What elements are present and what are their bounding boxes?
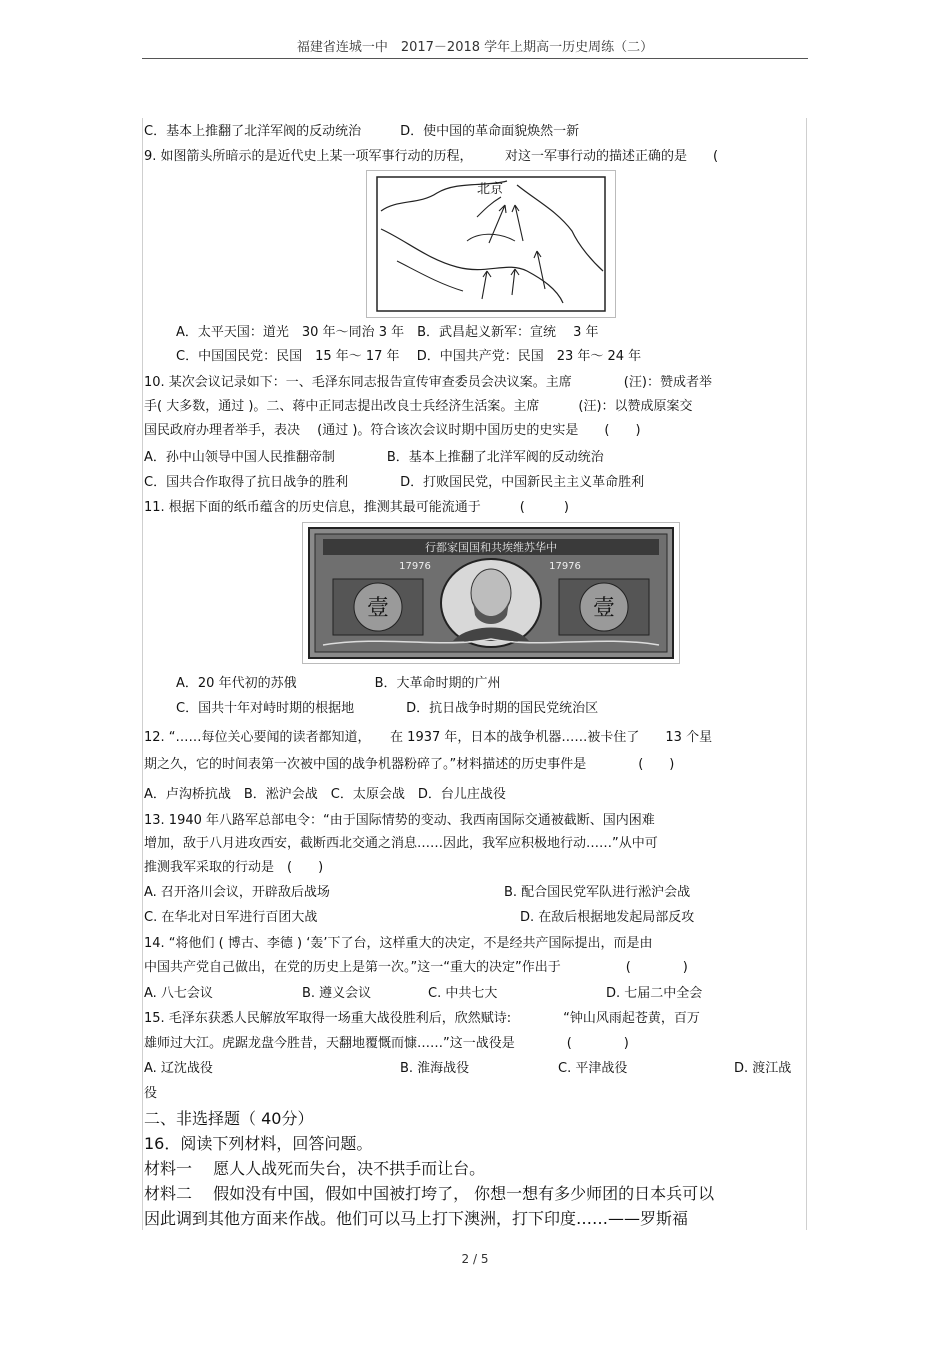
question-10: 10. 某次会议记录如下：一、毛泽东同志报告宣传审查委员会决议案。主席 (汪)：赞成者举 [144, 375, 712, 390]
q10-options-cd: C．国共合作取得了抗日战争的胜利 D．打败国民党，中国新民主主义革命胜利 [144, 475, 645, 490]
question-12: 12. “……每位关心要闻的读者都知道， 在 1937 年，日本的战争机器……被卡住了 13 个星 [144, 730, 713, 745]
q12-options: A．卢沟桥抗战 B．淞沪会战 C．太原会战 D．台儿庄战役 [144, 787, 506, 802]
q11-options-cd: C．国共十年对峙时期的根据地 D．抗日战争时期的国民党统治区 [176, 701, 599, 716]
question-12-cont: 期之久，它的时间表第一次被中国的战争机器粉碎了。”材料描述的历史事件是 ( ) [144, 757, 675, 772]
map-drawing [367, 171, 615, 317]
banknote-figure [302, 522, 680, 664]
banknote-drawing [303, 523, 679, 663]
banknote-left-char: 壹 [366, 596, 390, 621]
text-line: C．基本上推翻了北洋军阀的反动统治 D．使中国的革命面貌焕然一新 [144, 124, 580, 139]
question-14: 14. “将他们 ( 博古、李德 ) ‘轰’下了台，这样重大的决定，不是经共产国际提出，而是由 [144, 936, 653, 951]
question-10-cont: 国民政府办理者举手，表决 (通过 )。符合该次会议时期中国历史的史实是 ( ) [144, 423, 641, 438]
q13-option-c: C. 在华北对日军进行百团大战 [144, 910, 318, 925]
header-rule [142, 58, 808, 59]
question-15: 15. 毛泽东获悉人民解放军取得一场重大战役胜利后，欣然赋诗: “钟山风雨起苍黄，百万 [144, 1011, 700, 1026]
q13-option-a: A. 召开洛川会议，开辟敌后战场 [144, 885, 330, 900]
q13-option-b: B. 配合国民党军队进行淞沪会战 [504, 885, 691, 900]
q14-option-b: B. 遵义会议 [302, 986, 372, 1001]
banknote-serial-right: 17976 [549, 561, 581, 572]
q10-options-ab: A．孙中山领导中国人民推翻帝制 B．基本上推翻了北洋军阀的反动统治 [144, 450, 604, 465]
question-13-cont: 增加，敌于八月进攻西安，截断西北交通之消息……因此，我军应积极地行动……”从中可 [144, 836, 658, 851]
question-15-cont: 雄师过大江。虎踞龙盘今胜昔，天翻地覆慨而慷……”这一战役是 ( ) [144, 1036, 629, 1051]
material-two: 材料二 假如没有中国，假如中国被打垮了， 你想一想有多少师团的日本兵可以 [144, 1184, 715, 1203]
page-header: 福建省连城一中 2017－2018 学年上期高一历史周练（二） [296, 40, 654, 55]
section-heading: 二、非选择题（ 40分） [144, 1109, 314, 1128]
q14-option-a: A. 八七会议 [144, 986, 213, 1001]
map-label: 北京 [477, 182, 504, 197]
question-14-cont: 中国共产党自己做出，在党的历史上是第一次。”这一“重大的决定”作出于 ( ) [144, 960, 688, 975]
question-13-cont: 推测我军采取的行动是 ( ) [144, 860, 324, 875]
banknote-top-text: 行都家国国和共埃维苏华中 [425, 541, 557, 554]
q9-options-cd: C．中国国民党：民国 15 年～ 17 年 D．中国共产党：民国 23 年～ 24 年 [176, 349, 642, 364]
q15-option-c: C. 平津战役 [558, 1061, 628, 1076]
q9-options-ab: A．太平天国：道光 30 年～同治 3 年 B．武昌起义新军：宣统 3 年 [176, 325, 599, 340]
map-figure [366, 170, 616, 318]
q13-option-d: D. 在敌后根据地发起局部反攻 [520, 910, 695, 925]
banknote-serial-left: 17976 [399, 561, 431, 572]
page-number: 2 / 5 [461, 1252, 489, 1266]
q15-option-b: B. 淮海战役 [400, 1061, 470, 1076]
question-13: 13. 1940 年八路军总部电令：“由于国际情势的变动、我西南国际交通被截断、国内困难 [144, 813, 655, 828]
q15-option-d-cont: 役 [144, 1086, 158, 1101]
q14-option-c: C. 中共七大 [428, 986, 498, 1001]
q11-options-ab: A．20 年代初的苏俄 B．大革命时期的广州 [176, 676, 501, 691]
q15-option-a: A. 辽沈战役 [144, 1061, 213, 1076]
content-frame-left [142, 118, 143, 1230]
question-11: 11. 根据下面的纸币蕴含的历史信息，推测其最可能流通于 ( ) [144, 500, 569, 515]
banknote-right-char: 壹 [592, 596, 616, 621]
material-two-cont: 因此调到其他方面来作战。他们可以马上打下澳洲，打下印度……——罗斯福 [144, 1209, 689, 1228]
question-9: 9. 如图箭头所暗示的是近代史上某一项军事行动的历程， 对这一军事行动的描述正确的是 ( [144, 149, 719, 164]
q15-option-d: D. 渡江战 [734, 1061, 792, 1076]
material-one: 材料一 愿人人战死而失台，决不拱手而让台。 [144, 1159, 486, 1178]
content-frame-right [806, 118, 807, 1230]
q14-option-d: D. 七届二中全会 [606, 986, 703, 1001]
question-16: 16．阅读下列材料，回答问题。 [144, 1134, 373, 1153]
question-10-cont: 手( 大多数，通过 )。二、蒋中正同志提出改良士兵经济生活案。主席 (汪)：以赞成原案交 [144, 399, 693, 414]
